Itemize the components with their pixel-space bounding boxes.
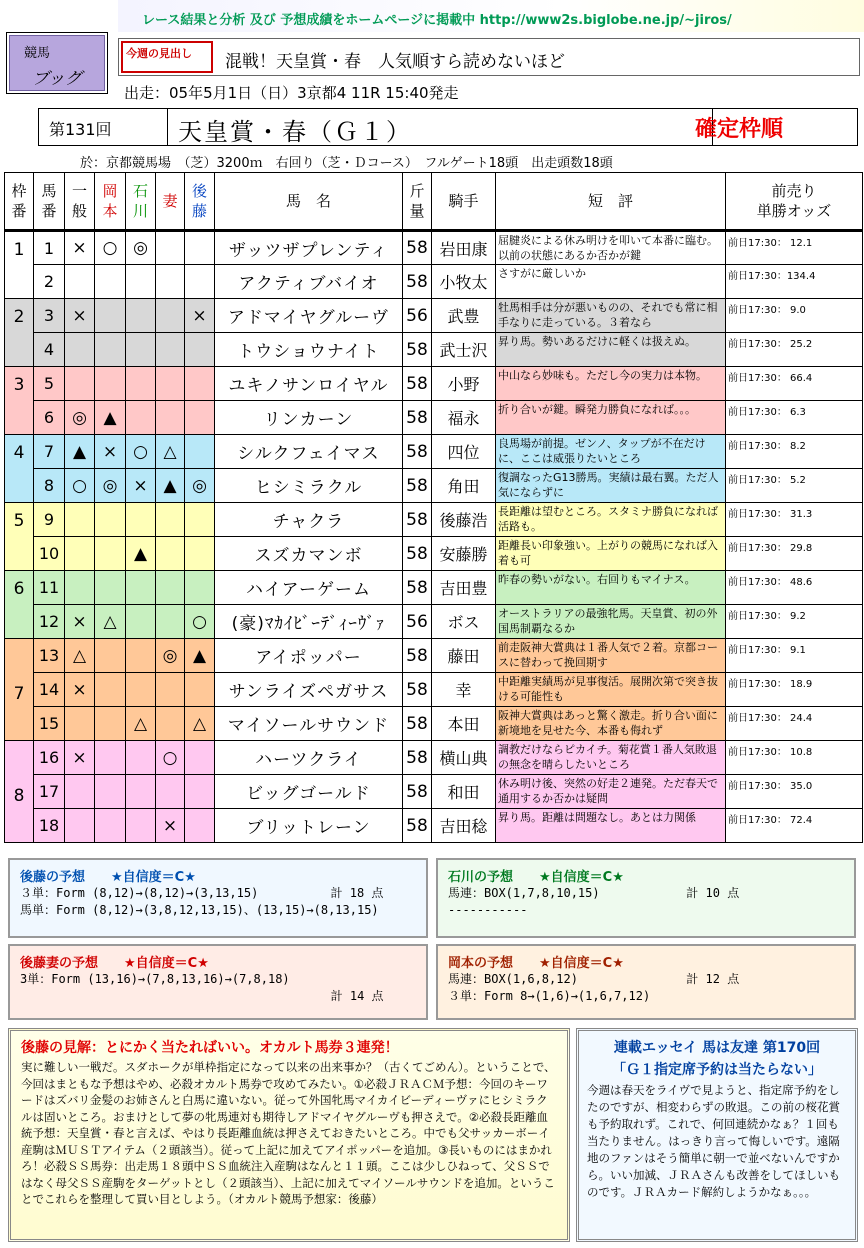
horse-name-cell: ハイアーゲーム xyxy=(215,571,403,605)
horse-name-cell: アクティブバイオ xyxy=(215,265,403,299)
weight-cell: 58 xyxy=(403,435,432,469)
site-banner: レース結果と分析 及び 予想成績をホームページに掲載中 http://www2s.biglobe.ne.jp/~jiros/ xyxy=(118,0,864,32)
odds-cell: 前日17:30： 9.0 xyxy=(726,299,863,333)
mark-ishikawa-cell: ▲ xyxy=(126,537,156,571)
horse-number-cell: 13 xyxy=(34,639,65,673)
mark-ishikawa-cell: ○ xyxy=(126,435,156,469)
mark-tsuma-cell xyxy=(156,537,185,571)
mark-goto-cell: ▲ xyxy=(185,639,215,673)
horse-name-cell: ブリットレーン xyxy=(215,809,403,843)
mark-ishikawa-cell xyxy=(126,299,156,333)
prediction-goto xyxy=(8,858,428,938)
mark-tsuma-cell xyxy=(156,571,185,605)
header-cell: 妻 xyxy=(156,173,185,231)
goto-analysis-title: 後藤の見解：とにかく当たればいい。オカルト馬券３連発！ xyxy=(21,1040,399,1056)
mark-okamoto-cell: ▲ xyxy=(95,401,126,435)
table-row xyxy=(5,231,863,265)
prediction-okamoto xyxy=(436,944,856,1020)
horse-number-cell: 16 xyxy=(34,741,65,775)
horse-number-cell: 14 xyxy=(34,673,65,707)
comment-cell: 折り合いが鍵。瞬発力勝負になれば。。。 xyxy=(496,401,726,435)
mark-tsuma-cell: × xyxy=(156,809,185,843)
odds-cell: 前日17:30： 10.8 xyxy=(726,741,863,775)
essay-box xyxy=(576,1028,858,1242)
essay-title: 連載エッセイ 馬は友達 第170回 xyxy=(613,1040,821,1056)
odds-cell: 前日17:30： 31.3 xyxy=(726,503,863,537)
header-cell: 岡 本 xyxy=(95,173,126,231)
mark-ishikawa-cell xyxy=(126,571,156,605)
mark-tsuma-cell: ○ xyxy=(156,741,185,775)
essay-body: 今週は春天をライヴで見ようと、指定席予約をしたのですが、相変わらずの敗退。この前の桜花賞も予約取れず。これで、何回連続かなぁ？１回も当たりません。はっきり言って悔しいです。遠隔地のファンはそう簡単に朝一で並べないんですから。いい加減、ＪＲＡさんも改善をしてほしいものです。ＪＲＡカード解約しようかなぁ。。。 xyxy=(587,1083,840,1199)
comment-cell: さすがに厳しいか xyxy=(496,265,726,299)
weight-cell: 58 xyxy=(403,401,432,435)
mark-ishikawa-cell xyxy=(126,809,156,843)
waku-cell: 8 xyxy=(5,741,34,843)
comment-cell: 中距離実績馬が見事復活。展開次第で突き抜ける可能性も xyxy=(496,673,726,707)
horse-number-cell: 2 xyxy=(34,265,65,299)
odds-cell: 前日17:30： 8.2 xyxy=(726,435,863,469)
header-cell: 一 般 xyxy=(65,173,95,231)
mark-goto-cell xyxy=(185,775,215,809)
odds-cell: 前日17:30： 9.2 xyxy=(726,605,863,639)
jockey-cell: 横山典 xyxy=(432,741,496,775)
mark-tsuma-cell xyxy=(156,265,185,299)
horse-number-cell: 12 xyxy=(34,605,65,639)
odds-cell: 前日17:30： 5.2 xyxy=(726,469,863,503)
mark-ippan-cell xyxy=(65,265,95,299)
weight-cell: 58 xyxy=(403,469,432,503)
mark-okamoto-cell xyxy=(95,707,126,741)
comment-cell: 阪神大賞典はあっと驚く激走。折り合い面に新境地を見せた今、本番も侮れず xyxy=(496,707,726,741)
weight-cell: 58 xyxy=(403,503,432,537)
jockey-cell: 後藤浩 xyxy=(432,503,496,537)
comment-cell: 昇り馬。距離は問題なし。あとは力関係 xyxy=(496,809,726,843)
race-name: 天皇賞・春（Ｇ１） xyxy=(167,109,713,145)
horse-name-cell: サンライズペガサス xyxy=(215,673,403,707)
weight-cell: 58 xyxy=(403,537,432,571)
horse-name-cell: トウショウナイト xyxy=(215,333,403,367)
comment-cell: 昇り馬。勢いあるだけに軽くは扱えぬ。 xyxy=(496,333,726,367)
odds-cell: 前日17:30： 25.2 xyxy=(726,333,863,367)
headline-box xyxy=(118,38,860,76)
horse-number-cell: 18 xyxy=(34,809,65,843)
jockey-cell: 岩田康 xyxy=(432,231,496,265)
comment-cell: オーストラリアの最強牝馬。天皇賞、初の外国馬制覇なるか xyxy=(496,605,726,639)
mark-ippan-cell: ◎ xyxy=(65,401,95,435)
waku-cell: 2 xyxy=(5,299,34,367)
horse-number-cell: 15 xyxy=(34,707,65,741)
comment-cell: 昨春の勢いがない。右回りもマイナス。 xyxy=(496,571,726,605)
mark-okamoto-cell xyxy=(95,639,126,673)
mark-ishikawa-cell xyxy=(126,673,156,707)
header-cell: 短 評 xyxy=(496,173,726,231)
header-cell: 斤 量 xyxy=(403,173,432,231)
mark-tsuma-cell xyxy=(156,503,185,537)
prediction-goto-conf: ★自信度＝C★ xyxy=(111,870,196,885)
mark-okamoto-cell xyxy=(95,673,126,707)
mark-ippan-cell xyxy=(65,707,95,741)
mark-goto-cell xyxy=(185,673,215,707)
header-cell: 枠 番 xyxy=(5,173,34,231)
table-row xyxy=(5,299,863,333)
prediction-tsuma-line2: 計 14 点 xyxy=(20,989,384,1003)
horse-name-cell: ハーツクライ xyxy=(215,741,403,775)
jockey-cell: 藤田 xyxy=(432,639,496,673)
mark-goto-cell xyxy=(185,503,215,537)
horse-name-cell: リンカーン xyxy=(215,401,403,435)
mark-okamoto-cell xyxy=(95,367,126,401)
mark-goto-cell xyxy=(185,333,215,367)
mark-okamoto-cell xyxy=(95,265,126,299)
horse-number-cell: 6 xyxy=(34,401,65,435)
table-row xyxy=(5,333,863,367)
odds-cell: 前日17:30： 29.8 xyxy=(726,537,863,571)
prediction-okamoto-line2: ３単：Form 8→(1,6)→(1,6,7,12) xyxy=(448,989,651,1003)
mark-ishikawa-cell xyxy=(126,367,156,401)
comment-cell: 距離長い印象強い。上がりの競馬になれば入着も可 xyxy=(496,537,726,571)
entry-table xyxy=(4,172,863,843)
table-row xyxy=(5,605,863,639)
table-header xyxy=(5,173,863,231)
table-body xyxy=(5,231,863,843)
mark-ishikawa-cell xyxy=(126,503,156,537)
venue-info: 於：京都競馬場 （芝）3200ｍ 右回り（芝・Ｄコース） フルゲート18頭 出走頭数18頭 xyxy=(80,156,613,171)
horse-name-cell: (豪)ﾏｶｲﾋﾞｰﾃﾞｨｰｳﾞｧ xyxy=(215,605,403,639)
mark-okamoto-cell xyxy=(95,571,126,605)
weight-cell: 58 xyxy=(403,741,432,775)
odds-cell: 前日17:30： 18.9 xyxy=(726,673,863,707)
table-row xyxy=(5,469,863,503)
prediction-ishikawa xyxy=(436,858,856,938)
comment-cell: 休み明け後、突然の好走２連発。ただ春天で通用するか否かは疑問 xyxy=(496,775,726,809)
prediction-tsuma-title: 後藤妻の予想 xyxy=(20,956,99,971)
mark-tsuma-cell xyxy=(156,299,185,333)
header-cell: 馬 名 xyxy=(215,173,403,231)
mark-ishikawa-cell: △ xyxy=(126,707,156,741)
jockey-cell: 小野 xyxy=(432,367,496,401)
mark-okamoto-cell: △ xyxy=(95,605,126,639)
mark-goto-cell: × xyxy=(185,299,215,333)
mark-ippan-cell: × xyxy=(65,299,95,333)
mark-ippan-cell xyxy=(65,809,95,843)
horse-number-cell: 8 xyxy=(34,469,65,503)
weight-cell: 58 xyxy=(403,333,432,367)
horse-number-cell: 7 xyxy=(34,435,65,469)
race-status: 確定枠順 xyxy=(695,117,784,142)
weight-cell: 58 xyxy=(403,231,432,265)
mark-ishikawa-cell xyxy=(126,775,156,809)
prediction-okamoto-conf: ★自信度＝C★ xyxy=(539,956,624,971)
weight-cell: 58 xyxy=(403,673,432,707)
table-row xyxy=(5,503,863,537)
table-row xyxy=(5,401,863,435)
weight-cell: 58 xyxy=(403,809,432,843)
race-title-box xyxy=(38,108,858,146)
odds-cell: 前日17:30： 48.6 xyxy=(726,571,863,605)
prediction-tsuma xyxy=(8,944,428,1020)
mark-ippan-cell: × xyxy=(65,231,95,265)
jockey-cell: 四位 xyxy=(432,435,496,469)
mark-ippan-cell: △ xyxy=(65,639,95,673)
mark-goto-cell xyxy=(185,571,215,605)
horse-number-cell: 4 xyxy=(34,333,65,367)
header-cell: 馬 番 xyxy=(34,173,65,231)
table-row xyxy=(5,435,863,469)
mark-goto-cell xyxy=(185,401,215,435)
mark-ippan-cell: ▲ xyxy=(65,435,95,469)
comment-cell: 前走阪神大賞典は１番人気で２着。京都コースに替わって挽回期す xyxy=(496,639,726,673)
mark-tsuma-cell xyxy=(156,605,185,639)
mark-okamoto-cell xyxy=(95,333,126,367)
comment-cell: 復調なったG13勝馬。実績は最右翼。ただ人気にならずに xyxy=(496,469,726,503)
mark-okamoto-cell xyxy=(95,775,126,809)
mark-tsuma-cell xyxy=(156,707,185,741)
mark-ishikawa-cell xyxy=(126,401,156,435)
mark-tsuma-cell xyxy=(156,401,185,435)
prediction-ishikawa-conf: ★自信度＝C★ xyxy=(539,870,624,885)
horse-name-cell: マイソールサウンド xyxy=(215,707,403,741)
goto-analysis-body: 実に難しい一戦だ。スダホークが単枠指定になって以来の出来事か？（古くてごめん）。ということで、今回はまともな予想はやめ、必殺オカルト馬券で攻めてみたい。①必殺ＪＲＡＣＭ予想：今回のキーワードはズバリ金髪のお姉さんと白馬に違いない。従って外国牝馬マイカイビーディーヴァにヒシミラクルは固いところ。おまけとして夢の牝馬連対も期待しアドマイヤグルーヴも押さえで。②必殺長距離血統予想：天皇賞・春と言えば、やはり長距離血統は押さえておきたいところ。中でも父サッカーボーイ産駒はＭＵＳＴアイテム（２頭該当）。従って上記に加えてアイポッパーを追加。③長いものにはまかれろ！必殺ＳＳ馬券：出走馬１８頭中ＳＳ血統注入産駒はなんと１１頭。ここは少しひねって、父ＳＳではなく母父ＳＳ産駒をターゲットとし（２頭該当）、上記に加えてマイソールサウンドを追加。ということでこれらを整理して買い目としよう。（オカルト競馬予想家：後藤） xyxy=(21,1060,556,1206)
jockey-cell: 吉田稔 xyxy=(432,809,496,843)
odds-cell: 前日17:30： 35.0 xyxy=(726,775,863,809)
weight-cell: 58 xyxy=(403,639,432,673)
prediction-goto-title: 後藤の予想 xyxy=(20,870,86,885)
mark-ishikawa-cell xyxy=(126,605,156,639)
header-cell: 騎手 xyxy=(432,173,496,231)
mark-okamoto-cell xyxy=(95,741,126,775)
jockey-cell: 吉田豊 xyxy=(432,571,496,605)
race-number: 第131回 xyxy=(49,120,112,139)
prediction-ishikawa-line2: ----------- xyxy=(448,903,528,917)
jockey-cell: 和田 xyxy=(432,775,496,809)
logo-line2: ブッグ xyxy=(32,69,82,89)
jockey-cell: 小牧太 xyxy=(432,265,496,299)
header-cell: 石 川 xyxy=(126,173,156,231)
waku-cell: 3 xyxy=(5,367,34,435)
mark-ippan-cell: × xyxy=(65,673,95,707)
headline-text: 混戦！天皇賞・春 人気順すら読めないほど xyxy=(225,52,565,72)
mark-ippan-cell xyxy=(65,367,95,401)
waku-cell: 7 xyxy=(5,639,34,741)
mark-ippan-cell xyxy=(65,571,95,605)
mark-goto-cell xyxy=(185,265,215,299)
mark-tsuma-cell xyxy=(156,333,185,367)
table-row xyxy=(5,741,863,775)
mark-ippan-cell: ○ xyxy=(65,469,95,503)
mark-okamoto-cell xyxy=(95,809,126,843)
horse-number-cell: 5 xyxy=(34,367,65,401)
table-row xyxy=(5,265,863,299)
comment-cell: 中山なら妙味も。ただし今の実力は本物。 xyxy=(496,367,726,401)
horse-number-cell: 9 xyxy=(34,503,65,537)
mark-tsuma-cell xyxy=(156,673,185,707)
prediction-okamoto-title: 岡本の予想 xyxy=(448,956,514,971)
mark-ippan-cell: × xyxy=(65,741,95,775)
prediction-tsuma-line1: 3単：Form (13,16)→(7,8,13,16)→(7,8,18) xyxy=(20,972,290,986)
mark-ishikawa-cell xyxy=(126,333,156,367)
mark-ippan-cell: × xyxy=(65,605,95,639)
mark-okamoto-cell xyxy=(95,503,126,537)
mark-ishikawa-cell xyxy=(126,741,156,775)
mark-tsuma-cell xyxy=(156,775,185,809)
comment-cell: 良馬場が前提。ゼンノ、タップが不在だけに、ここは威張りたいところ xyxy=(496,435,726,469)
horse-number-cell: 10 xyxy=(34,537,65,571)
weight-cell: 58 xyxy=(403,571,432,605)
horse-number-cell: 3 xyxy=(34,299,65,333)
essay-subtitle: 「Ｇ１指定席予約は当たらない」 xyxy=(612,1062,822,1078)
horse-name-cell: アイポッパー xyxy=(215,639,403,673)
race-info: 出走：05年5月1日（日）3京都4 11R 15:40発走 xyxy=(124,84,459,102)
weight-cell: 58 xyxy=(403,367,432,401)
mark-goto-cell: ◎ xyxy=(185,469,215,503)
table-row xyxy=(5,639,863,673)
horse-name-cell: アドマイヤグルーヴ xyxy=(215,299,403,333)
mark-goto-cell xyxy=(185,231,215,265)
odds-cell: 前日17:30： 6.3 xyxy=(726,401,863,435)
odds-cell: 前日17:30： 24.4 xyxy=(726,707,863,741)
odds-cell: 前日17:30： 66.4 xyxy=(726,367,863,401)
mark-tsuma-cell: ◎ xyxy=(156,639,185,673)
mark-okamoto-cell: ○ xyxy=(95,231,126,265)
header-cell: 前売り 単勝オッズ xyxy=(726,173,863,231)
waku-cell: 5 xyxy=(5,503,34,571)
mark-tsuma-cell xyxy=(156,231,185,265)
comment-cell: 屈腱炎による休み明けを叩いて本番に臨む。以前の状態にあるか否かが鍵 xyxy=(496,231,726,265)
mark-okamoto-cell: × xyxy=(95,435,126,469)
prediction-goto-line2: 馬単：Form (8,12)→(3,8,12,13,15)、(13,15)→(8,13,15) xyxy=(20,903,379,917)
mark-goto-cell xyxy=(185,809,215,843)
mark-goto-cell: ○ xyxy=(185,605,215,639)
mark-okamoto-cell: ◎ xyxy=(95,469,126,503)
mark-goto-cell: △ xyxy=(185,707,215,741)
jockey-cell: 武豊 xyxy=(432,299,496,333)
mark-goto-cell xyxy=(185,435,215,469)
table-row xyxy=(5,809,863,843)
horse-name-cell: チャクラ xyxy=(215,503,403,537)
mark-ishikawa-cell xyxy=(126,639,156,673)
weight-cell: 56 xyxy=(403,605,432,639)
weight-cell: 58 xyxy=(403,707,432,741)
mark-ishikawa-cell xyxy=(126,265,156,299)
jockey-cell: 本田 xyxy=(432,707,496,741)
comment-cell: 牡馬相手は分が悪いものの、それでも常に相手なりに走っている。３着なら xyxy=(496,299,726,333)
mark-goto-cell xyxy=(185,741,215,775)
odds-cell: 前日17:30： 12.1 xyxy=(726,231,863,265)
prediction-ishikawa-line1: 馬連：BOX(1,7,8,10,15) 計 10 点 xyxy=(448,886,740,900)
mark-okamoto-cell xyxy=(95,537,126,571)
weight-cell: 58 xyxy=(403,265,432,299)
horse-name-cell: ビッグゴールド xyxy=(215,775,403,809)
horse-name-cell: ヒシミラクル xyxy=(215,469,403,503)
jockey-cell: 武士沢 xyxy=(432,333,496,367)
odds-cell: 前日17:30： 72.4 xyxy=(726,809,863,843)
table-row xyxy=(5,571,863,605)
prediction-ishikawa-title: 石川の予想 xyxy=(448,870,514,885)
waku-cell: 6 xyxy=(5,571,34,639)
mark-ippan-cell xyxy=(65,537,95,571)
logo xyxy=(6,32,108,94)
weight-cell: 58 xyxy=(403,775,432,809)
waku-cell: 1 xyxy=(5,231,34,299)
jockey-cell: 幸 xyxy=(432,673,496,707)
mark-ippan-cell xyxy=(65,333,95,367)
prediction-goto-line1: ３単：Form (8,12)→(8,12)→(3,13,15) 計 18 点 xyxy=(20,886,384,900)
mark-tsuma-cell: ▲ xyxy=(156,469,185,503)
table-row xyxy=(5,707,863,741)
jockey-cell: ボス xyxy=(432,605,496,639)
horse-name-cell: スズカマンボ xyxy=(215,537,403,571)
odds-cell: 前日17:30：134.4 xyxy=(726,265,863,299)
mark-ishikawa-cell: × xyxy=(126,469,156,503)
jockey-cell: 安藤勝 xyxy=(432,537,496,571)
mark-ippan-cell xyxy=(65,503,95,537)
horse-name-cell: ユキノサンロイヤル xyxy=(215,367,403,401)
horse-name-cell: シルクフェイマス xyxy=(215,435,403,469)
mark-okamoto-cell xyxy=(95,299,126,333)
table-row xyxy=(5,673,863,707)
table-row xyxy=(5,537,863,571)
jockey-cell: 角田 xyxy=(432,469,496,503)
mark-goto-cell xyxy=(185,537,215,571)
horse-name-cell: ザッツザプレンティ xyxy=(215,231,403,265)
table-row xyxy=(5,775,863,809)
prediction-okamoto-line1: 馬連：BOX(1,6,8,12) 計 12 点 xyxy=(448,972,740,986)
comment-cell: 調教だけならピカイチ。菊花賞１番人気敗退の無念を晴らしたいところ xyxy=(496,741,726,775)
waku-cell: 4 xyxy=(5,435,34,503)
horse-number-cell: 11 xyxy=(34,571,65,605)
odds-cell: 前日17:30： 9.1 xyxy=(726,639,863,673)
mark-goto-cell xyxy=(185,367,215,401)
prediction-tsuma-conf: ★自信度＝C★ xyxy=(124,956,209,971)
mark-ippan-cell xyxy=(65,775,95,809)
jockey-cell: 福永 xyxy=(432,401,496,435)
logo-line1: 競馬 xyxy=(24,46,51,61)
mark-tsuma-cell: △ xyxy=(156,435,185,469)
mark-ishikawa-cell: ◎ xyxy=(126,231,156,265)
goto-analysis xyxy=(8,1028,570,1242)
comment-cell: 長距離は望むところ。スタミナ勝負になれば活路も。 xyxy=(496,503,726,537)
table-row xyxy=(5,367,863,401)
horse-number-cell: 17 xyxy=(34,775,65,809)
headline-tag: 今週の見出し xyxy=(121,41,213,73)
header-cell: 後 藤 xyxy=(185,173,215,231)
weight-cell: 56 xyxy=(403,299,432,333)
horse-number-cell: 1 xyxy=(34,231,65,265)
mark-tsuma-cell xyxy=(156,367,185,401)
